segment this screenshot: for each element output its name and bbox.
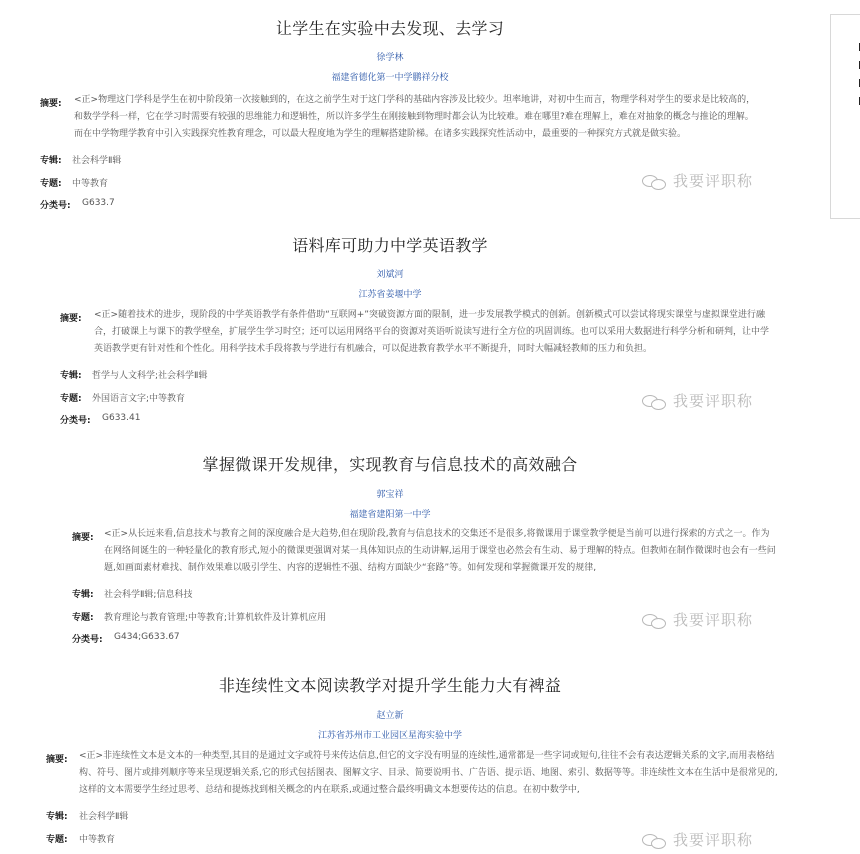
album-value: 哲学与人文科学;社会科学Ⅱ辑 (92, 371, 208, 381)
watermark-text: 我要评职称 (673, 392, 754, 410)
album-label: 专辑: (40, 156, 62, 166)
classification-label: 分类号: (40, 201, 71, 211)
article-title[interactable]: 让学生在实验中去发现、去学习 (275, 19, 505, 38)
watermark (642, 829, 753, 850)
article-author[interactable]: 刘斌河 (376, 270, 404, 280)
article-title[interactable]: 非连续性文本阅读教学对提升学生能力大有裨益 (218, 676, 562, 695)
album-value: 社会科学Ⅱ辑 (79, 812, 129, 822)
classification-value: G633.41 (102, 413, 141, 423)
article-author[interactable]: 郭宝祥 (376, 490, 404, 500)
topic-label: 专题: (72, 613, 94, 623)
topic-value: 中等教育 (72, 179, 109, 189)
abstract-label: 摘要: (40, 99, 62, 109)
album-value: 社会科学Ⅱ辑;信息科技 (104, 590, 193, 600)
article-institution[interactable]: 江苏省苏州市工业园区星海实验中学 (317, 731, 462, 741)
abstract-text: <正>物理这门学科是学生在初中阶段第一次接触到的，在这之前学生对于这门学科的基础内容涉及比较少。坦率地讲，对初中生而言，物理学科对学生的要求是比较高的，和数学学科一样，它在学习时需要有较强的思维能力和逻辑性，所以许多学生在刚接触到物理时都会认为比较难。难在哪里?难在理解上，难在对抽象的概念与推论的理解。而在中学物理学教育中引入实践探究性教育理念，可以最大程度地为学生的理解搭建阶梯。在诸多实践探究性活动中，最重要的一种探究方式就是做实验。 (74, 95, 756, 139)
abstract-label: 摘要: (46, 755, 68, 765)
album-label: 专辑: (72, 590, 94, 600)
album-label: 专辑: (60, 371, 82, 381)
abstract-text: <正>从长远来看,信息技术与教育之间的深度融合是大趋势,但在现阶段,教育与信息技术的交集还不是很多,将微课用于课堂教学便是当前可以进行探索的方式之一。作为在网络间诞生的一种轻量化的教育形式,短小的微课更强调对某一具体知识点的生动讲解,运用于课堂也必然会有生动、易于理解的特点。但教师在制作微课时也会有一些问题,如画面素材难找、制作效果难以吸引学生、内容的逻辑性不强、结构方面缺少“套路”等。如何发现和掌握微课开发的规律, (104, 529, 776, 573)
article-author[interactable]: 徐学林 (376, 53, 404, 63)
classification-value: G633.7 (82, 198, 115, 208)
topic-label: 专题: (46, 835, 68, 845)
article-institution[interactable]: 江苏省姜堰中学 (358, 290, 422, 300)
classification-label: 分类号: (60, 416, 91, 426)
abstract-label: 摘要: (60, 314, 82, 324)
abstract-text: <正>随着技术的进步，现阶段的中学英语教学有条件借助“互联网+”突破资源方面的限制，进一步发展教学模式的创新。创新模式可以尝试将现实课堂与虚拟课堂进行融合，打破课上与课下的教学壁垒，扩展学生学习时空；还可以运用网络平台的资源对英语听说读写进行全方位的巩固训练。也可以采用大数据进行科学分析和研判，让中学英语教学更有针对性和个性化。用科学技术手段将教与学进行有机融合，可以促进教育教学水平不断提升，同时大幅减轻教师的压力和负担。 (94, 310, 770, 354)
article-title[interactable]: 语料库可助力中学英语教学 (292, 236, 488, 255)
topic-value: 教育理论与教育管理;中等教育;计算机软件及计算机应用 (104, 613, 327, 623)
album-value: 社会科学Ⅱ辑 (72, 156, 122, 166)
topic-label: 专题: (40, 179, 62, 189)
album-label: 专辑: (46, 812, 68, 822)
article-author[interactable]: 赵立新 (376, 711, 404, 721)
classification-label: 分类号: (72, 635, 103, 645)
classification-value: G434;G633.67 (114, 632, 180, 642)
abstract-label: 摘要: (72, 533, 94, 543)
wechat-icon (642, 832, 668, 848)
abstract-text: <正>非连续性文本是文本的一种类型,其目的是通过文字或符号来传达信息,但它的文字没有明显的连续性,通常都是一些字词或短句,往往不会有表达逻辑关系的文字,而用表格结构、符号、图片或排列顺序等来呈现逻辑关系,它的形式包括图表、图解文字、目录、简要说明书、广告语、提示语、地图、索引、数据等等。非连续性文本在生活中是很常见的,这样的文本需要学生经过思考、总结和提炼找到相关概念的内在联系,或通过整合最终明确文本想要传达的信息。在初中数学中, (79, 751, 778, 795)
topic-value: 外国语言文字;中等教育 (92, 394, 186, 404)
watermark-text: 我要评职称 (673, 172, 754, 190)
topic-label: 专题: (60, 394, 82, 404)
watermark-text: 我要评职称 (673, 831, 754, 849)
topic-value: 中等教育 (79, 835, 116, 845)
watermark-text: 我要评职称 (673, 611, 754, 629)
article-institution[interactable]: 福建省建阳第一中学 (349, 510, 431, 520)
article-institution[interactable]: 福建省德化第一中学鹏祥分校 (331, 73, 449, 83)
article-title[interactable]: 掌握微课开发规律，实现教育与信息技术的高效融合 (202, 455, 578, 474)
